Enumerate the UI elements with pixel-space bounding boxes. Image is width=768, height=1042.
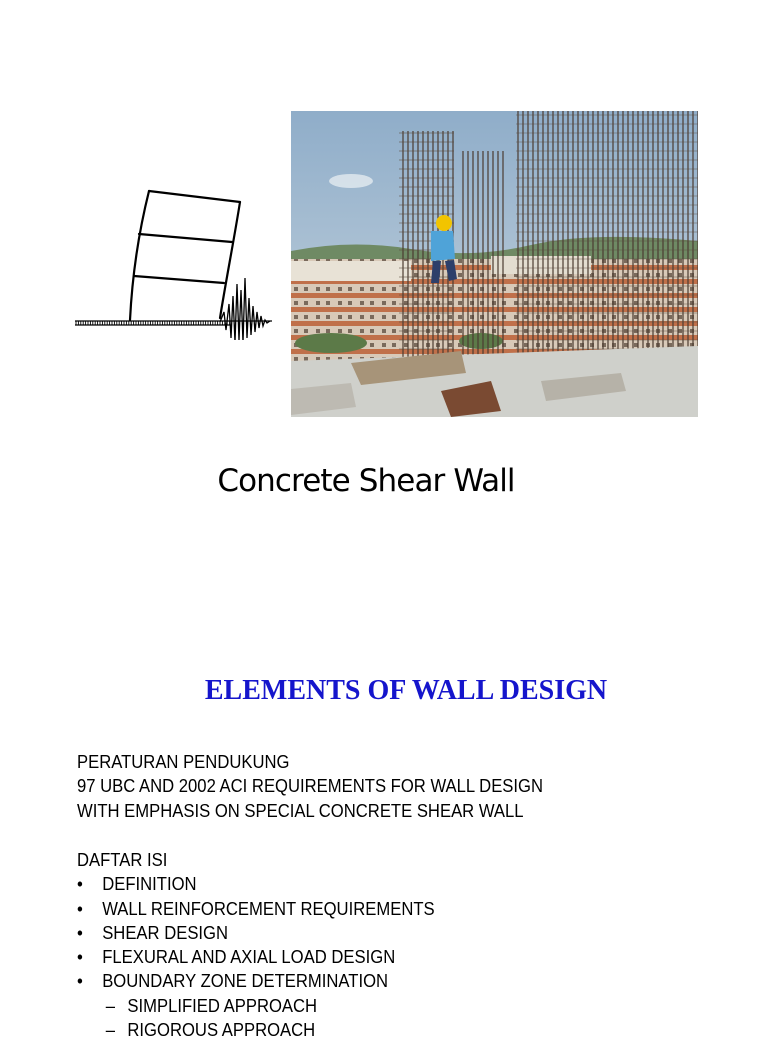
toc-item <box>77 897 435 921</box>
dash-icon: – <box>105 1019 116 1041</box>
table-of-contents <box>77 848 435 1042</box>
intro-line: PERATURAN PENDUKUNG <box>77 751 290 772</box>
toc-sub-item-label: RIGOROUS APPROACH <box>127 1019 316 1041</box>
toc-item <box>77 921 435 945</box>
shear-wall-diagram <box>72 180 278 340</box>
section-heading: ELEMENTS OF WALL DESIGN <box>204 675 608 706</box>
intro-block <box>77 750 543 823</box>
toc-item <box>77 945 435 969</box>
toc-item-label: WALL REINFORCEMENT REQUIREMENTS <box>102 897 435 919</box>
toc-item-label: FLEXURAL AND AXIAL LOAD DESIGN <box>102 946 396 968</box>
toc-heading: DAFTAR ISI <box>77 849 168 870</box>
toc-item <box>77 969 435 993</box>
toc-item-label: DEFINITION <box>102 873 197 895</box>
intro-line: WITH EMPHASIS ON SPECIAL CONCRETE SHEAR WALL <box>77 799 524 821</box>
toc-item-label: SHEAR DESIGN <box>102 921 229 943</box>
toc-sub-item-label: SIMPLIFIED APPROACH <box>127 994 318 1016</box>
slide-title: Concrete Shear Wall <box>217 463 515 499</box>
bullet-icon: • <box>77 921 83 943</box>
dash-icon: – <box>105 994 116 1016</box>
bullet-icon: • <box>77 970 83 992</box>
intro-line: 97 UBC AND 2002 ACI REQUIREMENTS FOR WALL DESIGN <box>77 775 544 797</box>
toc-sub-item <box>77 994 435 1018</box>
bullet-icon: • <box>77 897 83 919</box>
toc-item <box>77 872 435 896</box>
bullet-icon: • <box>77 946 83 968</box>
construction-photo <box>291 111 698 417</box>
bullet-icon: • <box>77 873 83 895</box>
toc-item-label: BOUNDARY ZONE DETERMINATION <box>102 970 389 992</box>
toc-sub-item <box>77 1018 435 1042</box>
